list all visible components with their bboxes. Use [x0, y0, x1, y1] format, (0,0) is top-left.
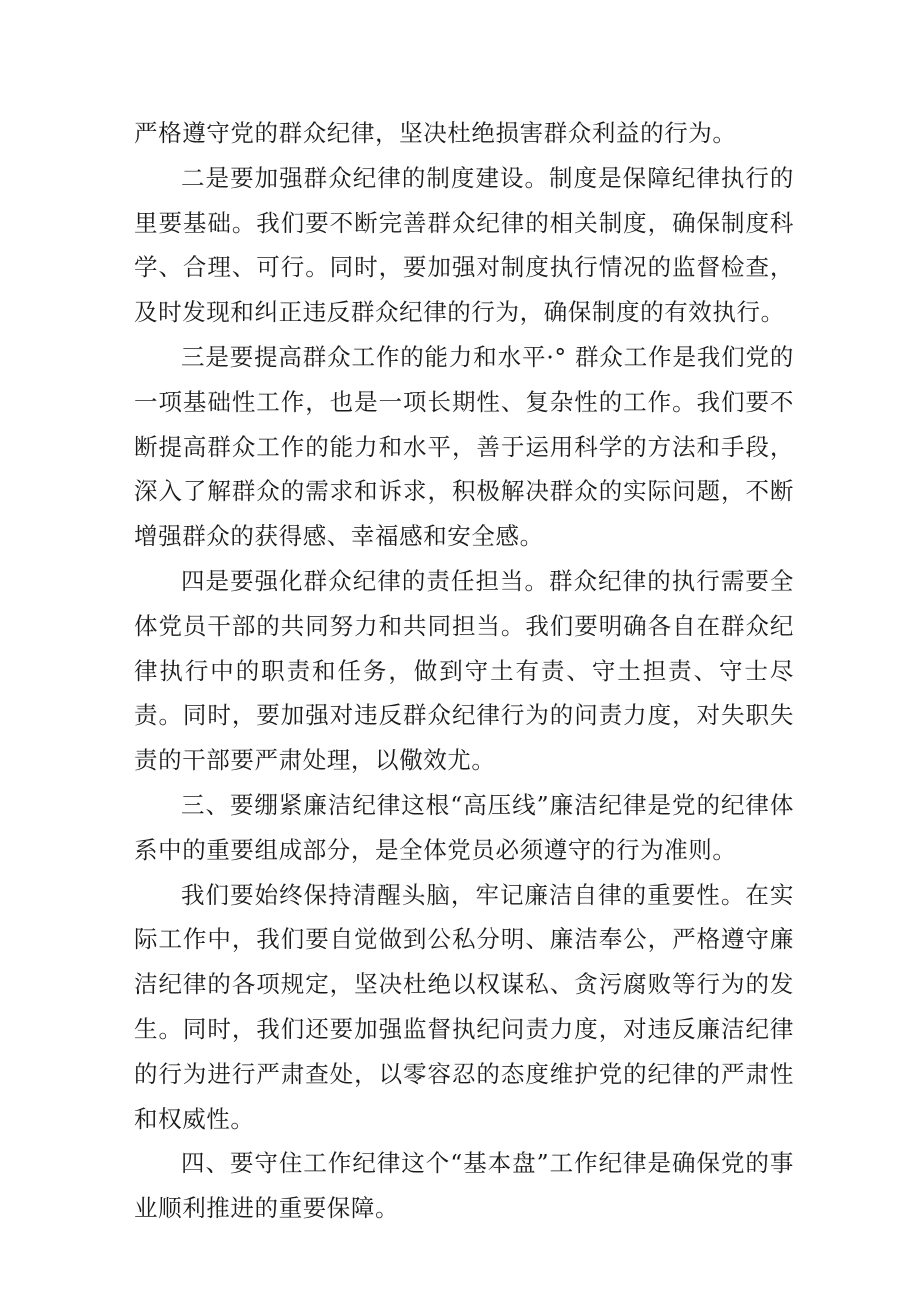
- document-body: [134, 111, 794, 1231]
- paragraph-5: 三、要绷紧廉洁纪律这根“高压线”廉洁纪律是党的纪律体系中的重要组成部分，是全体党员必须遵守的行为准则。: [134, 790, 794, 864]
- paragraph-2: 二是要加强群众纪律的制度建设。制度是保障纪律执行的里要基础。我们要不断完善群众纪律的相关制度，确保制度科学、合理、可行。同时，要加强对制度执行情况的监督检查，及时发现和纠正违反群众纪律的行为，确保制度的有效执行。: [134, 163, 794, 327]
- paragraph-4: 四是要强化群众纪律的责任担当。群众纪律的执行需要全体党员干部的共同努力和共同担当。我们要明确各自在群众纪律执行中的职责和任务，做到守土有责、守土担责、守士尽责。同时，要加强对违反群众纪律行为的问责力度，对失职失责的干部要严肃处理，以儆效尤。: [134, 566, 794, 775]
- paragraph-1: 严格遵守党的群众纪律，坚决杜绝损害群众利益的行为。: [134, 119, 737, 147]
- paragraph-3: 三是要提高群众工作的能力和水平·° 群众工作是我们党的一项基础性工作，也是一项长期性、复杂性的工作。我们要不断提高群众工作的能力和水平，善于运用科学的方法和手段，深入了解群众的需求和诉求，积极解决群众的实际问题，不断增强群众的获得感、幸福感和安全感。: [134, 342, 794, 551]
- paragraph-7: 四、要守住工作纪律这个“基本盘”工作纪律是确保党的事业顺利推进的重要保障。: [134, 1149, 794, 1223]
- paragraph-6: 我们要始终保持清醒头脑，牢记廉洁自律的重要性。在实际工作中，我们要自觉做到公私分明、廉洁奉公，严格遵守廉洁纪律的各项规定，坚决杜绝以权谋私、贪污腐败等行为的发生。同时，我们还要加强监督执纪问责力度，对违反廉洁纪律的行为进行严肃查处，以零容忍的态度维护党的纪律的严肃性和权威性。: [134, 880, 794, 1133]
